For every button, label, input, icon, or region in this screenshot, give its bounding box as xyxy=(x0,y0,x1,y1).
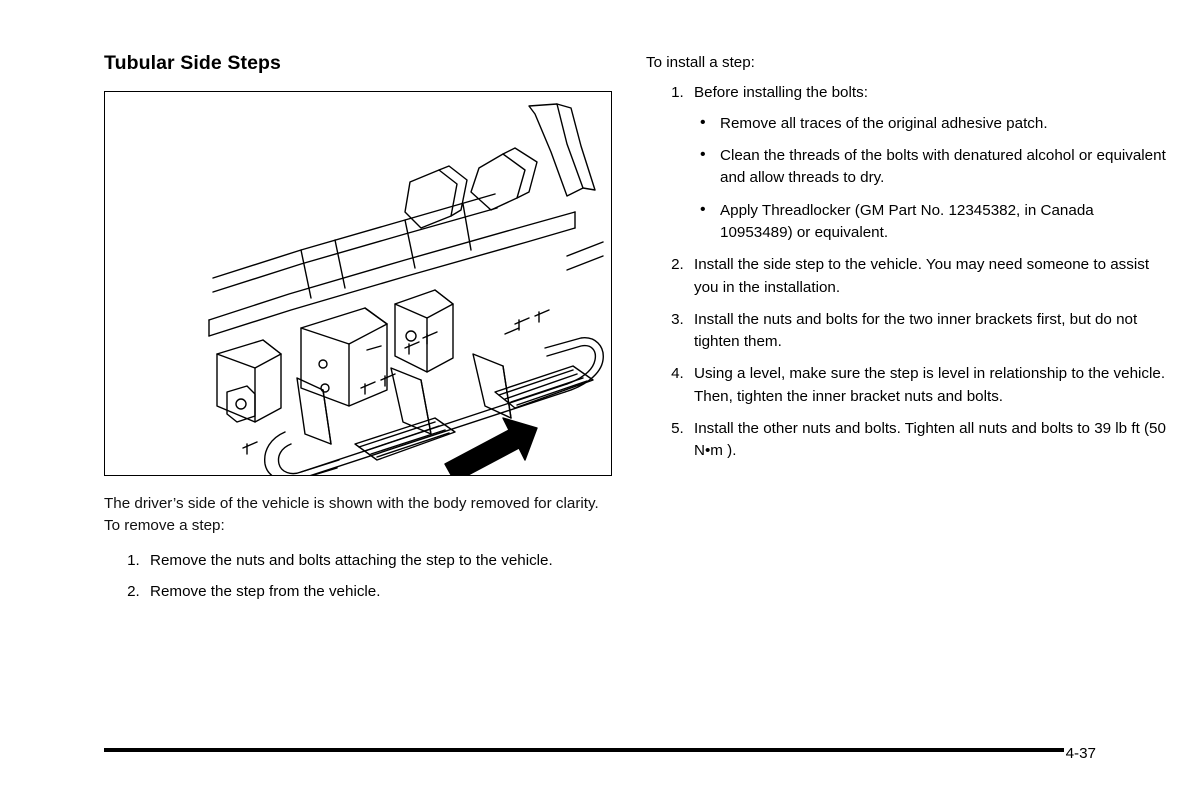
figure-illustration xyxy=(104,91,612,476)
side-step-diagram xyxy=(105,92,611,475)
list-item: 5. Install the other nuts and bolts. Tighten all nuts and bolts to 39 lb ft (50 N•m ). xyxy=(688,418,1166,463)
list-item: • Clean the threads of the bolts with denatured alcohol or equivalent and allow threads to dry. xyxy=(720,145,1166,190)
list-item: • Remove all traces of the original adhesive patch. xyxy=(720,113,1166,135)
list-item: 1. Remove the nuts and bolts attaching the step to the vehicle. xyxy=(144,550,616,572)
list-item: • Apply Threadlocker (GM Part No. 12345382, in Canada 10953489) or equivalent. xyxy=(720,200,1166,245)
figure-caption: The driver’s side of the vehicle is shown with the body removed for clarity. To remove a step: xyxy=(104,495,599,534)
right-column xyxy=(646,52,1166,473)
list-item: 4. Using a level, make sure the step is level in relationship to the vehicle. Then, tighten the inner bracket nuts and bolts. xyxy=(688,363,1166,408)
footer-divider xyxy=(104,748,1064,752)
list-item: 2. Remove the step from the vehicle. xyxy=(144,581,616,603)
list-item: 2. Install the side step to the vehicle. You may need someone to assist you in the installation. xyxy=(688,254,1166,299)
removal-steps-list xyxy=(104,550,616,602)
sub-bullet-list xyxy=(694,113,1166,244)
list-item-text: Before installing the bolts: xyxy=(694,83,868,101)
page-title: Tubular Side Steps xyxy=(104,52,281,74)
list-item xyxy=(688,82,1166,245)
left-column xyxy=(104,52,616,611)
install-steps-list xyxy=(646,82,1166,463)
page-number: 4-37 xyxy=(1065,745,1096,762)
list-item: 3. Install the nuts and bolts for the two inner brackets first, but do not tighten them. xyxy=(688,309,1166,354)
install-intro: To install a step: xyxy=(646,54,755,71)
